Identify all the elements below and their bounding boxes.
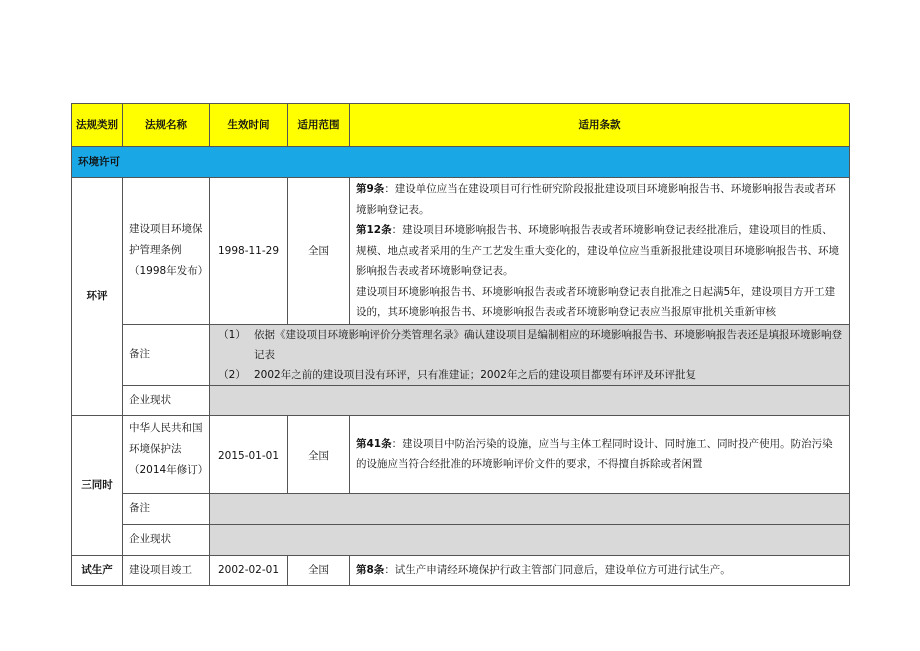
huanping-status-label: 企业现状 bbox=[123, 385, 210, 415]
santongshi-category: 三同时 bbox=[72, 415, 123, 555]
note-1-text: 依据《建设项目环境影响评价分类管理名录》确认建设项目是编制相应的环境影响报告书、环境影响报告表还是填报环境影响登记表 bbox=[254, 328, 842, 361]
santongshi-status-value bbox=[210, 524, 850, 555]
note-2 bbox=[210, 365, 845, 385]
clause-9-label: 第9条 bbox=[356, 183, 385, 195]
santongshi-scope: 全国 bbox=[288, 415, 350, 493]
shishengchan-name: 建设项目竣工 bbox=[123, 555, 210, 585]
header-date: 生效时间 bbox=[210, 104, 288, 147]
clause-9-text: ：建设单位应当在建设项目可行性研究阶段报批建设项目环境影响报告书、环境影响报告表或者环境影响登记表。 bbox=[356, 183, 836, 216]
note-1 bbox=[210, 325, 845, 365]
section-row bbox=[72, 147, 850, 178]
huanping-clauses bbox=[350, 178, 850, 325]
header-row bbox=[72, 104, 850, 147]
santongshi-main-row bbox=[72, 415, 850, 493]
santongshi-notes-label: 备注 bbox=[123, 493, 210, 524]
shishengchan-row bbox=[72, 555, 850, 585]
clause-8-text: ：试生产申请经环境保护行政主管部门同意后，建设单位方可进行试生产。 bbox=[384, 563, 731, 576]
clause-8-label: 第8条 bbox=[356, 563, 385, 576]
header-category: 法规类别 bbox=[72, 104, 123, 147]
clause-41-text: ：建设项目中防治污染的设施，应当与主体工程同时设计、同时施工、同时投产使用。防治污染的设施应当符合经批准的环境影响评价文件的要求，不得擅自拆除或者闲置 bbox=[356, 437, 833, 470]
shishengchan-date: 2002-02-01 bbox=[210, 555, 288, 585]
header-name: 法规名称 bbox=[123, 104, 210, 147]
shishengchan-category: 试生产 bbox=[72, 555, 123, 585]
huanping-status-row bbox=[72, 385, 850, 415]
regulation-table bbox=[71, 103, 850, 586]
header-scope: 适用范围 bbox=[288, 104, 350, 147]
huanping-notes-row bbox=[72, 324, 850, 385]
shishengchan-clauses bbox=[350, 555, 850, 585]
santongshi-notes-value bbox=[210, 493, 850, 524]
huanping-notes bbox=[210, 324, 850, 385]
clause-12-text: ：建设项目环境影响报告书、环境影响报告表或者环境影响登记表经批准后，建设项目的性质、规模、地点或者采用的生产工艺发生重大变化的，建设单位应当重新报批建设项目环境影响报告书、环境影响报告表或者环境影响登记表。 bbox=[356, 224, 839, 277]
santongshi-date: 2015-01-01 bbox=[210, 415, 288, 493]
huanping-status-value bbox=[210, 385, 850, 415]
huanping-category: 环评 bbox=[72, 178, 123, 416]
header-clause: 适用条款 bbox=[350, 104, 850, 147]
clause-41-label: 第41条 bbox=[356, 437, 392, 450]
santongshi-clauses bbox=[350, 415, 850, 493]
santongshi-notes-row bbox=[72, 493, 850, 524]
santongshi-name: 中华人民共和国环境保护法（2014年修订） bbox=[123, 415, 210, 493]
huanping-main-row bbox=[72, 178, 850, 325]
clause-12-label: 第12条 bbox=[356, 224, 392, 236]
note-1-num: （1） bbox=[218, 328, 246, 341]
shishengchan-scope: 全国 bbox=[288, 555, 350, 585]
huanping-date: 1998-11-29 bbox=[210, 178, 288, 325]
huanping-scope: 全国 bbox=[288, 178, 350, 325]
section-title: 环境许可 bbox=[72, 147, 850, 178]
note-2-text: 2002年之前的建设项目没有环评，只有准建证；2002年之后的建设项目都要有环评及环评批复 bbox=[254, 368, 696, 381]
clause-12-extra: 建设项目环境影响报告书、环境影响报告表或者环境影响登记表自批准之日起满5年，建设项目方开工建设的，其环境影响报告书、环境影响报告表或者环境影响登记表应当报原审批机关重新审核 bbox=[356, 285, 836, 318]
huanping-name: 建设项目环境保护管理条例（1998年发布） bbox=[123, 178, 210, 325]
santongshi-status-row bbox=[72, 524, 850, 555]
santongshi-status-label: 企业现状 bbox=[123, 524, 210, 555]
huanping-notes-label: 备注 bbox=[123, 324, 210, 385]
note-2-num: （2） bbox=[218, 368, 246, 381]
